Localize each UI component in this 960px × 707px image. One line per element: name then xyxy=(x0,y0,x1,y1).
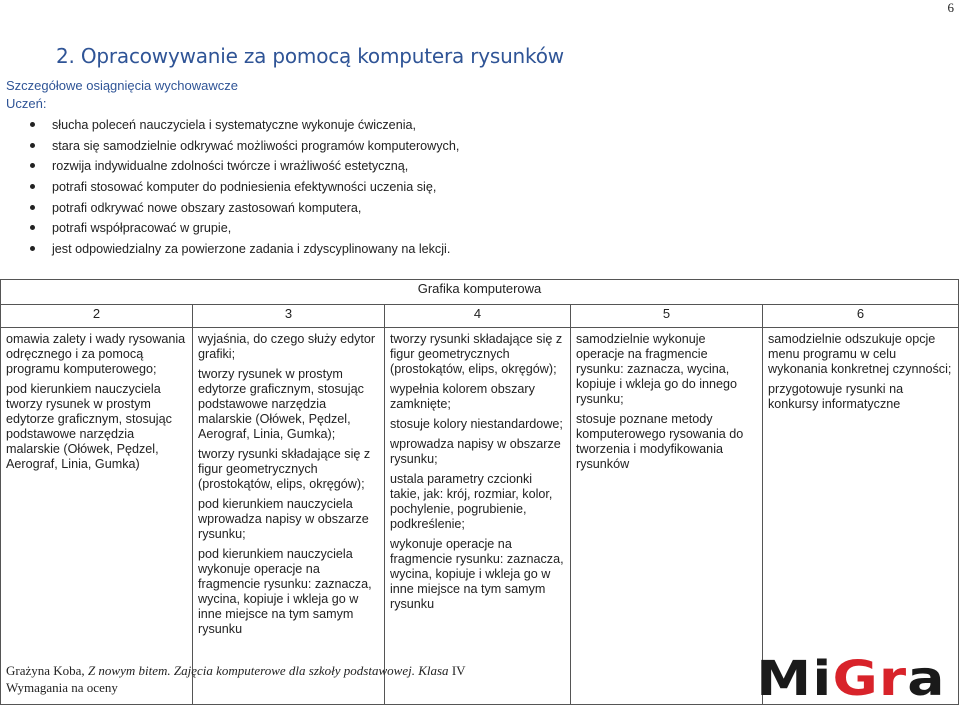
logo-part: a xyxy=(907,651,946,707)
requirement-text: pod kierunkiem nauczyciela wprowadza napisy w obszarze rysunku; xyxy=(198,497,369,541)
requirement-text: ustala parametry czcionki takie, jak: krój, rozmiar, kolor, pochylenie, pogrubienie, podkreślenie; xyxy=(390,472,553,531)
requirement-text: omawia zalety i wady rysowania odręcznego i za pomocą programu komputerowego; xyxy=(6,332,186,376)
logo-accent: Gr xyxy=(832,651,908,707)
requirement-text: tworzy rysunki składające się z figur geometrycznych (prostokątów, elips, okręgów); xyxy=(390,332,563,376)
requirements-row xyxy=(1,328,959,705)
footer xyxy=(6,662,466,696)
requirement-text: wprowadza napisy w obszarze rysunku; xyxy=(390,437,561,466)
goal-item: słucha poleceń nauczyciela i systematyczne wykonuje ćwiczenia, xyxy=(30,116,459,137)
grade-header: 4 xyxy=(385,305,571,328)
goal-item: jest odpowiedzialny za powierzone zadania i zdyscyplinowany na lekcji. xyxy=(30,240,459,261)
requirement-text: wykonuje operacje na fragmencie rysunku: zaznacza, wycina, kopiuje i wkleja go w inne miejsce na tym samym rysunku xyxy=(390,537,564,611)
grade-header: 2 xyxy=(1,305,193,328)
requirement-text: wyjaśnia, do czego służy edytor grafiki; xyxy=(198,332,376,361)
requirement-text: samodzielnie odszukuje opcje menu programu w celu wykonania konkretnej czynności; xyxy=(768,332,952,376)
grade-header: 6 xyxy=(763,305,959,328)
grade-6-cell xyxy=(763,328,959,705)
grade-header: 3 xyxy=(193,305,385,328)
requirement-text: pod kierunkiem nauczyciela wykonuje operacje na fragmencie rysunku: zaznacza, wycina, kopiuje i wkleja go w inne miejsce na tym samym rysunku xyxy=(198,547,372,636)
footer-author: Grażyna Koba, xyxy=(6,663,88,678)
requirement-text: tworzy rysunek w prostym edytorze graficznym, stosując podstawowe narzędzia malarskie (Ołówek, Pędzel, Aerograf, Linia, Gumka); xyxy=(198,367,364,441)
requirement-text: wypełnia kolorem obszary zamknięte; xyxy=(390,382,535,411)
requirement-text: pod kierunkiem nauczyciela tworzy rysunek w prostym edytorze graficznym, stosując podstawowe narzędzia malarskie (Ołówek, Pędzel, Aerograf, Linia, Gumka) xyxy=(6,382,172,471)
grade-4-cell xyxy=(385,328,571,705)
requirements-table xyxy=(0,279,959,705)
footer-book-title: Z nowym bitem. Zajęcia komputerowe dla szkoły podstawowej. Klasa xyxy=(87,663,452,678)
grade-header: 5 xyxy=(571,305,763,328)
pupil-label: Uczeń: xyxy=(6,96,47,111)
footer-citation xyxy=(6,662,466,679)
footer-subtitle: Wymagania na oceny xyxy=(6,680,118,695)
grade-3-cell xyxy=(193,328,385,705)
goal-item: stara się samodzielnie odkrywać możliwości programów komputerowych, xyxy=(30,137,459,158)
requirement-text: tworzy rysunki składające się z figur geometrycznych (prostokątów, elips, okręgów); xyxy=(198,447,371,491)
section-heading: 2. Opracowywanie za pomocą komputera rysunków xyxy=(56,44,564,68)
goal-item: potrafi odkrywać nowe obszary zastosowań komputera, xyxy=(30,199,459,220)
requirement-text: stosuje poznane metody komputerowego rysowania do tworzenia i modyfikowania rysunków xyxy=(576,412,744,471)
logo-part: Mi xyxy=(756,651,833,707)
page-number: 6 xyxy=(947,0,954,15)
grade-2-cell xyxy=(1,328,193,705)
table-title: Grafika komputerowa xyxy=(1,280,959,305)
requirement-text: przygotowuje rysunki na konkursy informatyczne xyxy=(768,382,904,411)
requirement-text: stosuje kolory niestandardowe; xyxy=(390,417,563,431)
goal-item: potrafi stosować komputer do podniesienia efektywności uczenia się, xyxy=(30,178,459,199)
grade-5-cell xyxy=(571,328,763,705)
requirement-text: samodzielnie wykonuje operacje na fragmencie rysunku: zaznacza, wycina, kopiuje i wkleja go do innego rysunku; xyxy=(576,332,738,406)
goal-item: rozwija indywidualne zdolności twórcze i wrażliwość estetyczną, xyxy=(30,157,459,178)
grades-row xyxy=(1,305,959,328)
migra-logo xyxy=(756,651,946,707)
footer-class: IV xyxy=(451,663,466,678)
goal-item: potrafi współpracować w grupie, xyxy=(30,219,459,240)
goals-list xyxy=(30,116,459,261)
subheading: Szczegółowe osiągnięcia wychowawcze xyxy=(6,78,238,93)
